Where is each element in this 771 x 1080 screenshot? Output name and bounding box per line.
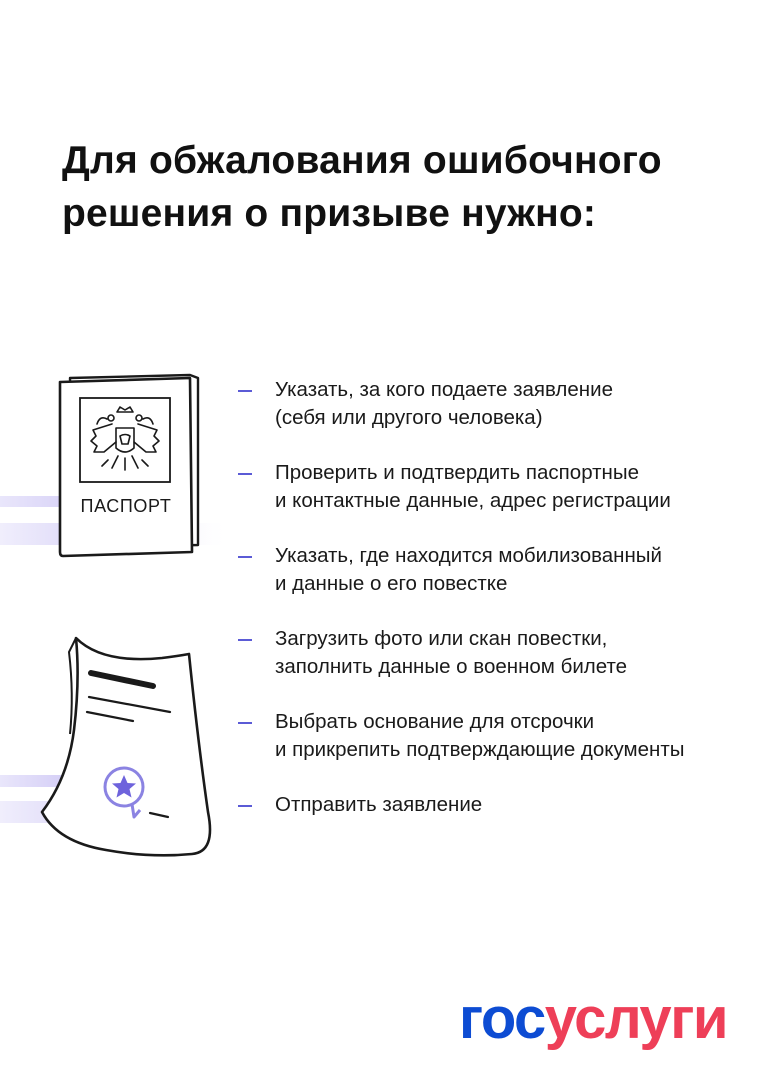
step-item: [238, 791, 758, 819]
passport-icon: [0, 375, 230, 556]
step-item: [238, 459, 758, 514]
title-line-2: решения о призыве нужно:: [62, 192, 597, 235]
logo-part-blue: гос: [458, 986, 545, 1051]
steps-list: [238, 376, 758, 847]
dash-icon: [238, 473, 252, 475]
certificate-with-star-seal-icon: [0, 638, 215, 855]
dash-icon: [238, 390, 252, 392]
step-item: [238, 376, 758, 431]
dash-icon: [238, 556, 252, 558]
step-line: и контактные данные, адрес регистрации: [275, 488, 671, 512]
gosuslugi-logo: [459, 986, 727, 1052]
dash-icon: [238, 722, 252, 724]
step-line: Отправить заявление: [275, 793, 483, 816]
step-line: Проверить и подтвердить паспортные: [275, 461, 639, 484]
step-line: Указать, где находится мобилизованный: [275, 544, 662, 567]
logo-part-red: услуги: [544, 986, 727, 1051]
step-line: Выбрать основание для отсрочки: [275, 710, 595, 733]
step-line: (себя или другого человека): [275, 405, 543, 429]
step-item: [238, 542, 758, 597]
step-line: и данные о его повестке: [275, 571, 508, 595]
step-line: заполнить данные о военном билете: [275, 654, 628, 678]
title-line-1: Для обжалования ошибочного: [62, 139, 662, 182]
dash-icon: [238, 639, 252, 641]
step-line: Указать, за кого подаете заявление: [275, 378, 613, 401]
step-item: [238, 708, 758, 763]
step-line: Загрузить фото или скан повестки,: [275, 627, 608, 650]
dash-icon: [238, 805, 252, 807]
step-line: и прикрепить подтверждающие документы: [275, 737, 685, 761]
passport-label: ПАСПОРТ: [80, 496, 172, 516]
step-item: [238, 625, 758, 680]
